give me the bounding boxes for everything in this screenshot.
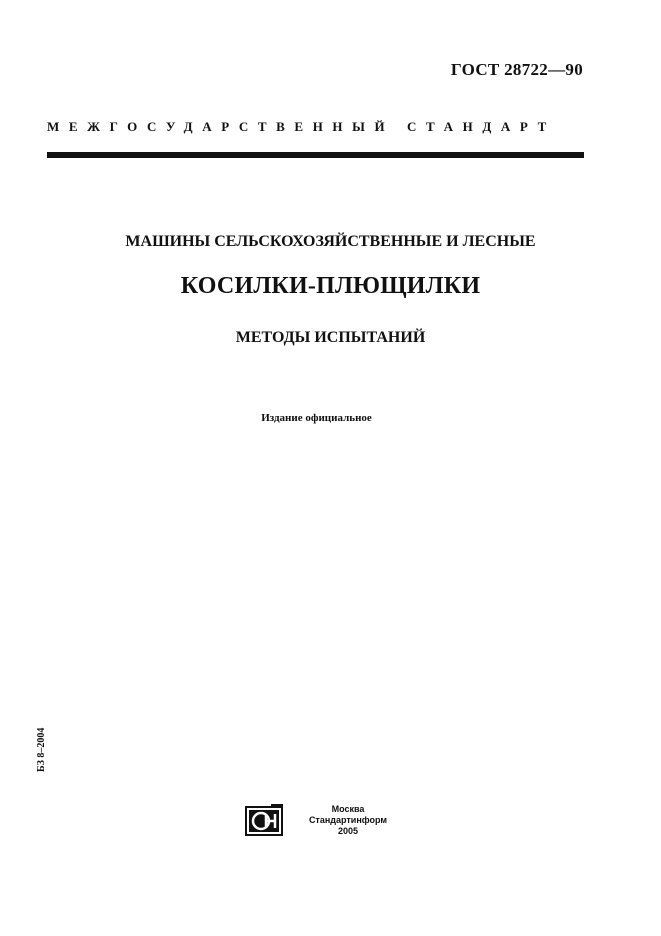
publisher-year: 2005 — [337, 826, 359, 836]
standard-type-heading: МЕЖГОСУДАРСТВЕННЫЙ СТАНДАРТ — [47, 119, 556, 134]
standartinform-logo-icon — [245, 804, 283, 838]
publisher-city: Москва — [331, 804, 365, 814]
heading-divider — [47, 152, 584, 158]
document-category: МАШИНЫ СЕЛЬСКОХОЗЯЙСТВЕННЫЕ И ЛЕСНЫЕ — [125, 233, 536, 250]
edition-note: Издание официальное — [261, 412, 372, 424]
publisher-block — [245, 804, 405, 838]
document-number: ГОСТ 28722—90 — [450, 60, 583, 79]
document-subtitle: МЕТОДЫ ИСПЫТАНИЙ — [235, 329, 426, 346]
side-code: БЗ 8–2004 — [36, 727, 47, 772]
document-title: КОСИЛКИ-ПЛЮЩИЛКИ — [180, 273, 481, 299]
publisher-info — [293, 804, 403, 837]
publisher-name: Стандартинформ — [308, 815, 388, 825]
